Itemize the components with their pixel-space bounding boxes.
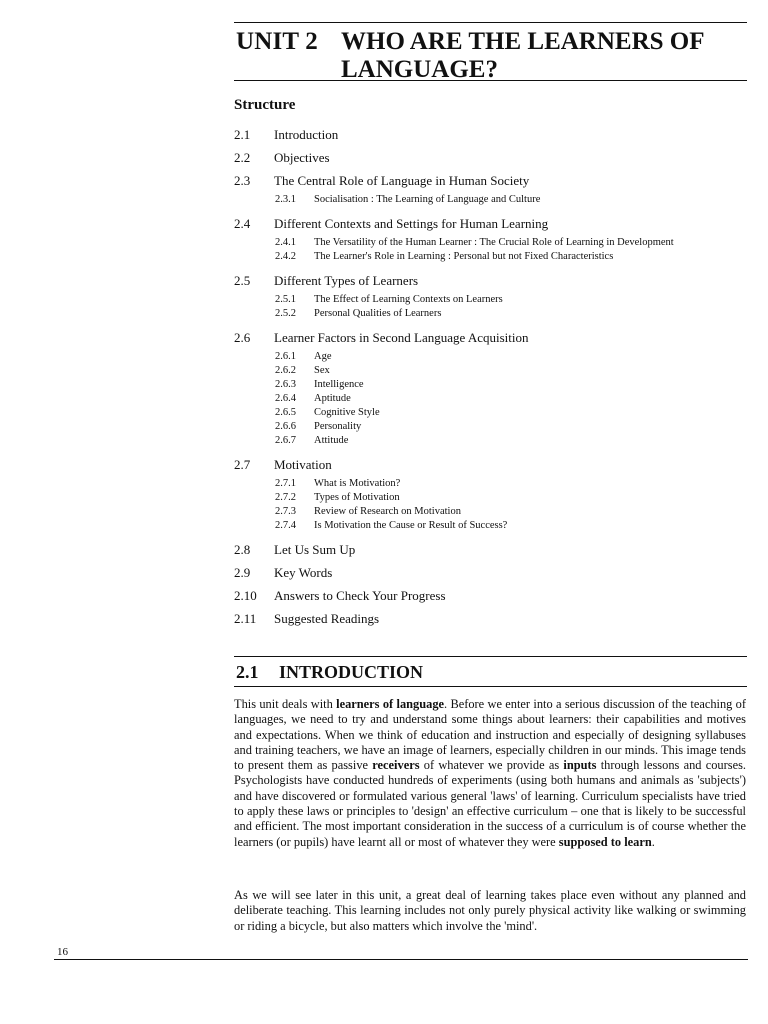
toc-subsection-number: 2.7.1 [275, 478, 296, 489]
toc-subsection [234, 365, 754, 379]
toc-subsection-group [234, 237, 754, 265]
intro-paragraph-2: As we will see later in this unit, a great deal of learning takes place even without any planned and deliberate teaching. This learning includes not only purely physical activity like walking or swimming or riding a bicycle, but also matters which involve the 'mind'. [234, 888, 746, 933]
toc-subsection-number: 2.6.4 [275, 393, 296, 404]
toc-subsection-label: Intelligence [314, 379, 364, 390]
toc-entry-label: Different Types of Learners [274, 273, 419, 288]
toc-subsection-number: 2.5.1 [275, 294, 296, 305]
toc-subsection-label: Personal Qualities of Learners [314, 308, 442, 319]
toc-entry-number: 2.4 [234, 216, 251, 231]
toc-entry-label: The Central Role of Language in Human Society [274, 173, 530, 188]
structure-heading: Structure [234, 97, 296, 113]
toc-subsection [234, 492, 754, 506]
toc-entry-number: 2.3 [234, 173, 251, 188]
toc-entry-number: 2.1 [234, 127, 251, 142]
toc-subsection-label: Review of Research on Motivation [314, 506, 461, 517]
toc-subsection-label: Cognitive Style [314, 407, 380, 418]
p1-text-g: through lessons and courses. Psychologists have conducted hundreds of experiments (using both humans and animals as 'subjects') and have discovered or formulated various general 'laws' of learning. Curriculum specialists have tried to apply these laws or principles to 'design' an effective curriculum – one that is likely to be successful and efficient. The most important consideration in the success of a curriculum is of course whether the learners (or pupils) have learnt all or most of whatever they were [234, 758, 746, 849]
toc-entry [234, 457, 754, 480]
footer-rule [54, 959, 748, 960]
toc-entry [234, 216, 754, 239]
toc-entry-number: 2.7 [234, 457, 251, 472]
toc-subsection-group [234, 478, 754, 534]
toc-entry [234, 611, 754, 634]
p1-bold-learners: learners of language [336, 697, 445, 711]
p1-bold-inputs: inputs [563, 758, 597, 773]
toc-entry-label: Suggested Readings [274, 611, 380, 626]
toc-subsection-label: The Versatility of the Human Learner : The Crucial Role of Learning in Development [314, 237, 674, 248]
toc-subsection [234, 351, 754, 365]
unit-title: WHO ARE THE LEARNERS OF LANGUAGE? [341, 28, 704, 83]
toc-subsection-label: Aptitude [314, 393, 351, 404]
intro-paragraph-1 [234, 697, 746, 850]
toc-entry-label: Key Words [274, 565, 333, 580]
toc-entry [234, 150, 754, 173]
toc-subsection [234, 506, 754, 520]
p1-bold-supposed: supposed to learn [558, 834, 652, 849]
toc-entry [234, 588, 754, 611]
toc-entry-label: Let Us Sum Up [274, 542, 356, 557]
toc-entry [234, 330, 754, 353]
toc-subsection [234, 194, 754, 208]
toc-subsection-number: 2.7.3 [275, 506, 296, 517]
toc-subsection-number: 2.6.1 [275, 351, 296, 362]
toc-subsection-number: 2.6.5 [275, 407, 296, 418]
toc-subsection-number: 2.7.4 [275, 520, 296, 531]
p1-text-e: of whatever we provide as [419, 758, 564, 773]
toc-subsection-group [234, 294, 754, 322]
toc-subsection-number: 2.6.6 [275, 421, 296, 432]
toc-entry-number: 2.9 [234, 565, 251, 580]
toc-subsection [234, 393, 754, 407]
toc-subsection-label: Age [314, 351, 332, 362]
p1-text-a: This unit deals with [234, 697, 337, 711]
toc-subsection-number: 2.7.2 [275, 492, 296, 503]
toc-subsection-number: 2.3.1 [275, 194, 296, 205]
toc-entry [234, 542, 754, 565]
toc-subsection-label: Types of Motivation [314, 492, 400, 503]
toc-subsection [234, 421, 754, 435]
toc-subsection-number: 2.4.2 [275, 251, 296, 262]
toc-subsection-group [234, 351, 754, 449]
toc-subsection-label: What is Motivation? [314, 478, 401, 489]
toc-subsection-number: 2.6.7 [275, 435, 296, 446]
toc-subsection-label: Sex [314, 365, 330, 376]
toc-entry [234, 173, 754, 196]
title-rule [234, 80, 747, 81]
toc-subsection-label: The Effect of Learning Contexts on Learners [314, 294, 503, 305]
page-number: 16 [57, 946, 68, 958]
toc-subsection [234, 520, 754, 534]
toc-subsection [234, 251, 754, 265]
toc-subsection [234, 379, 754, 393]
toc-entry [234, 565, 754, 588]
toc-subsection-number: 2.4.1 [275, 237, 296, 248]
toc-subsection-label: The Learner's Role in Learning : Personal but not Fixed Characteristics [314, 251, 614, 262]
toc-subsection-label: Is Motivation the Cause or Result of Success? [314, 520, 508, 531]
toc-subsection [234, 478, 754, 492]
toc-entry [234, 273, 754, 296]
section-title: INTRODUCTION [279, 662, 424, 682]
toc-entry-number: 2.6 [234, 330, 251, 345]
toc-subsection-group [234, 194, 754, 208]
toc-entry-number: 2.2 [234, 150, 251, 165]
toc-subsection [234, 407, 754, 421]
p1-bold-receivers: receivers [372, 758, 420, 773]
toc-subsection [234, 237, 754, 251]
toc-entry [234, 127, 754, 150]
toc-entry-label: Different Contexts and Settings for Human Learning [274, 216, 549, 231]
toc-subsection-label: Personality [314, 421, 362, 432]
unit-label: UNIT 2 [236, 28, 319, 55]
toc-subsection [234, 294, 754, 308]
p1-text-i: . [651, 834, 655, 849]
toc-entry-label: Objectives [274, 150, 330, 165]
section-rule-top [234, 656, 747, 657]
toc-entry-label: Motivation [274, 457, 332, 472]
toc-subsection-label: Socialisation : The Learning of Language and Culture [314, 194, 541, 205]
toc-subsection [234, 308, 754, 322]
toc-subsection-number: 2.6.3 [275, 379, 296, 390]
toc-entry-number: 2.10 [234, 588, 257, 603]
table-of-contents [234, 127, 754, 634]
toc-entry-label: Learner Factors in Second Language Acquisition [274, 330, 529, 345]
section-rule-bottom [234, 686, 747, 687]
toc-subsection-number: 2.6.2 [275, 365, 296, 376]
toc-entry-label: Introduction [274, 127, 339, 142]
toc-entry-number: 2.11 [234, 611, 257, 626]
toc-entry-label: Answers to Check Your Progress [274, 588, 446, 603]
p1-text-c: . Before we enter into a serious discussion of the teaching of languages, we need to try and understand some things about learners: their capabilities and motives and expectations. When we think of education and instruction and especially of designing syllabuses and training teachers, we have an image of learners, especially children in our minds. This image tends to present them as passive [234, 697, 747, 773]
toc-subsection-number: 2.5.2 [275, 308, 296, 319]
toc-subsection [234, 435, 754, 449]
top-rule [234, 22, 747, 23]
toc-entry-number: 2.5 [234, 273, 251, 288]
toc-subsection-label: Attitude [314, 435, 349, 446]
section-number: 2.1 [236, 662, 259, 682]
toc-entry-number: 2.8 [234, 542, 251, 557]
